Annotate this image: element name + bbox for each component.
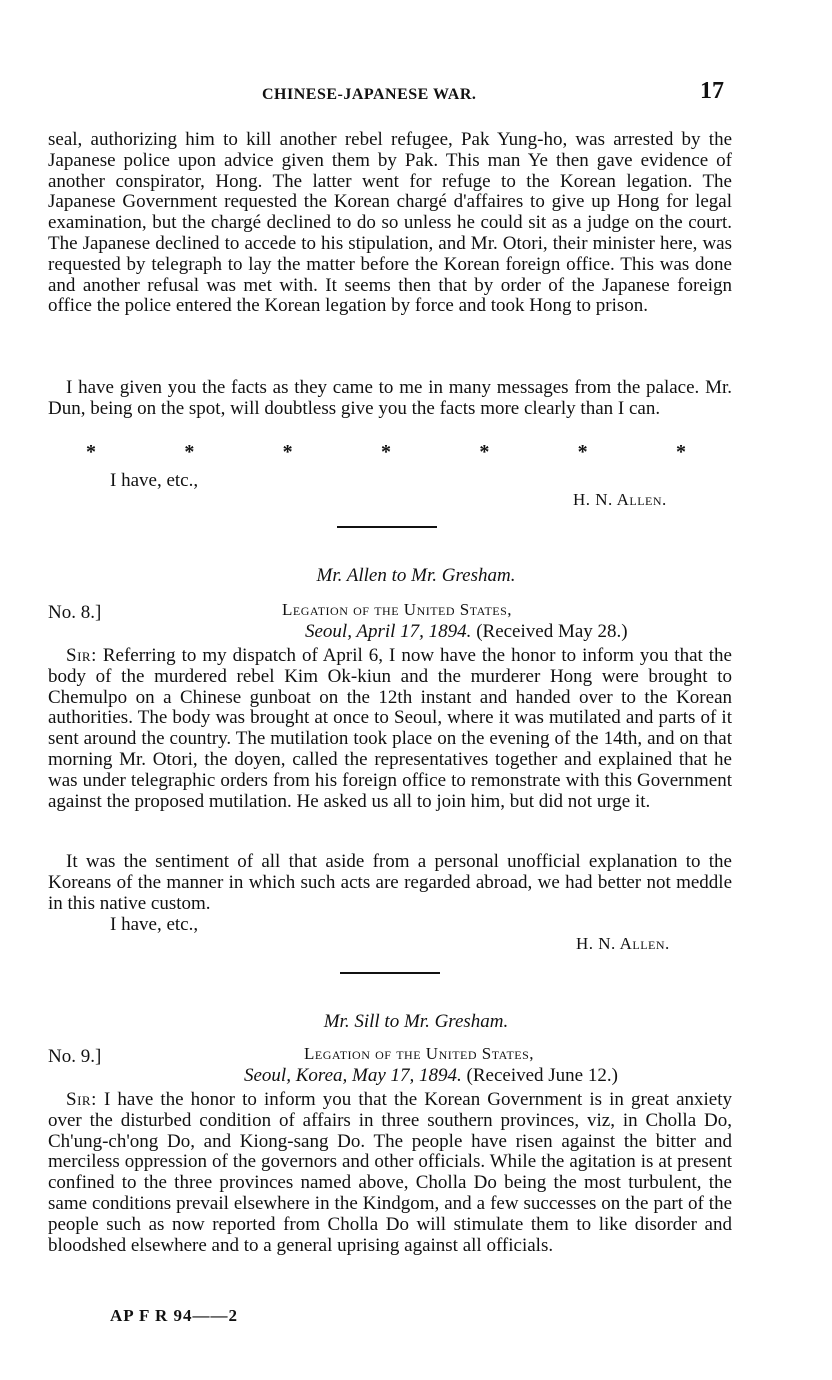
letter2-heading: Mr. Allen to Mr. Gresham. xyxy=(316,565,516,586)
letter2-number: No. 8.] xyxy=(48,602,102,623)
salutation: Sir: xyxy=(66,1089,97,1110)
letter3-heading: Mr. Sill to Mr. Gresham. xyxy=(323,1011,509,1032)
letter2-closing: I have, etc., xyxy=(110,914,199,935)
letter2-legation: Legation of the United States, xyxy=(282,600,513,619)
ellipsis-stars xyxy=(86,441,686,464)
star-mark: * xyxy=(282,441,293,463)
star-mark: * xyxy=(380,441,391,463)
star-mark: * xyxy=(577,441,588,463)
star-mark: * xyxy=(86,441,96,463)
letter1-paragraph-2: I have given you the facts as they came to me in many messages from the palace. Mr. Dun, being on the spot, will doubtless give you the facts more clearly than I can. xyxy=(48,377,732,419)
letter3-number: No. 9.] xyxy=(48,1046,102,1067)
letter2-dateline xyxy=(305,621,628,643)
letter3-paragraph-1 xyxy=(48,1090,732,1256)
star-mark: * xyxy=(675,441,686,463)
letter3-legation: Legation of the United States, xyxy=(304,1044,535,1063)
letter3-received: (Received June 12.) xyxy=(466,1065,618,1086)
letter2-body: Referring to my dispatch of April 6, I now have the honor to inform you that the body of the murdered rebel Kim Ok-kiun and the murderer Hong were brought to Chemulpo on a Chinese gunboat on the 12th instant and handed over to the Korean authorities. The body was brought at once to Seoul, where it was mutilated and parts of it sent around the country. The mutilation took place on the evening of the 14th, and on that morning Mr. Otori, the doyen, called the representatives together and explained that he was under telegraphic orders from his foreign office to remonstrate with this Government against the proposed mutilation. He asked us all to join him, but did not urge it. xyxy=(48,645,732,812)
salutation: Sir: xyxy=(66,645,97,666)
letter1-paragraph-1: seal, authorizing him to kill another rebel refugee, Pak Yung-ho, was arrested by the Japanese police upon advice given them by Pak. This man Ye then gave evidence of another conspirator, Hong. The latter went for refuge to the Korean legation. The Japanese Government requested the Korean chargé d'affaires to give up Hong for legal examination, but the chargé declined to do so unless he could sit as a judge on the court. The Japanese declined to accede to his stipulation, and Mr. Otori, their minister here, was requested by telegraph to lay the matter before the Korean foreign office. This was done and another refusal was met with. It seems then that by order of the Japanese foreign office the police entered the Korean legation by force and took Hong to prison. xyxy=(48,129,732,317)
letter2-received: (Received May 28.) xyxy=(476,621,628,642)
letter2-paragraph-1 xyxy=(48,646,732,812)
letter1-closing: I have, etc., xyxy=(110,470,199,491)
page-number: 17 xyxy=(700,78,724,104)
letter2-signature: H. N. Allen. xyxy=(576,934,670,953)
letter2-date: Seoul, April 17, 1894. xyxy=(305,621,472,642)
star-mark: * xyxy=(479,441,490,463)
letter3-body: I have the honor to inform you that the Korean Government is in great anxiety over the disturbed condition of affairs in three southern provinces, viz, in Cholla Do, Ch'ung-ch'ong Do, and Kiong-sang Do. The people have risen against the bitter and merciless oppression of the governors and other officials. While the agitation is at present confined to the three provinces named above, Cholla Do being the most turbulent, the same conditions prevail elsewhere in the Kindgom, and a few successes on the part of the people such as now reported from Cholla Do will stimulate them to like disorder and bloodshed elsewhere and to a general uprising against all officials. xyxy=(48,1089,732,1256)
section-divider xyxy=(340,972,440,974)
star-mark: * xyxy=(184,441,195,463)
printer-signature-mark: AP F R 94——2 xyxy=(110,1306,239,1325)
letter3-date: Seoul, Korea, May 17, 1894. xyxy=(244,1065,462,1086)
letter3-dateline xyxy=(244,1065,618,1087)
letter2-paragraph-2: It was the sentiment of all that aside from a personal unofficial explanation to the Koreans of the manner in which such acts are regarded abroad, we had better not meddle in this native custom. xyxy=(48,851,732,914)
running-head: CHINESE-JAPANESE WAR. xyxy=(262,86,477,103)
section-divider xyxy=(337,526,437,528)
letter1-signature: H. N. Allen. xyxy=(573,490,667,509)
